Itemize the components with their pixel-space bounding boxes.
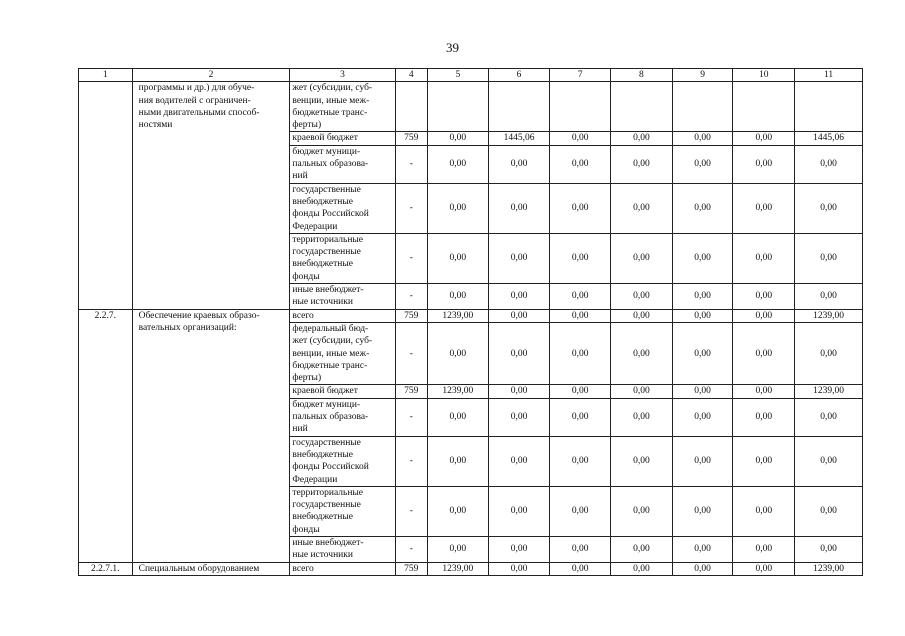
amount-cell: 0,00 — [488, 436, 550, 486]
amount-cell: 0,00 — [795, 322, 863, 384]
amount-cell: 0,00 — [550, 309, 611, 322]
column-number: 2 — [132, 69, 290, 82]
amount-cell: 1239,00 — [795, 309, 863, 322]
amount-cell: 0,00 — [733, 562, 795, 575]
cell-line: вательных организаций: — [138, 322, 237, 333]
cell-line: внебюджетные — [292, 512, 353, 523]
cell-line: фонды — [292, 524, 320, 535]
cell-line: венции, иные меж- — [292, 348, 370, 359]
funding-source — [290, 132, 395, 145]
amount-cell: 1239,00 — [795, 562, 863, 575]
amount-cell: 0,00 — [733, 322, 795, 384]
column-number: 1 — [79, 69, 133, 82]
amount-cell: 0,00 — [733, 385, 795, 398]
amount-cell — [488, 82, 550, 132]
funding-source — [290, 183, 395, 233]
amount-cell: 0,00 — [611, 562, 673, 575]
funding-source — [290, 82, 395, 132]
kbk-code: 759 — [395, 309, 427, 322]
amount-cell: 0,00 — [427, 322, 488, 384]
funding-source — [290, 233, 395, 283]
kbk-code — [395, 82, 427, 132]
column-number: 7 — [550, 69, 611, 82]
amount-cell: 0,00 — [427, 145, 488, 183]
amount-cell: 0,00 — [795, 233, 863, 283]
amount-cell: 0,00 — [611, 536, 673, 562]
amount-cell: 0,00 — [795, 145, 863, 183]
amount-cell — [550, 82, 611, 132]
column-number: 8 — [611, 69, 673, 82]
amount-cell: 0,00 — [672, 398, 733, 436]
cell-line: ний — [292, 171, 308, 182]
amount-cell: 0,00 — [611, 132, 673, 145]
amount-cell: 0,00 — [550, 145, 611, 183]
cell-line: всего — [292, 563, 314, 574]
amount-cell: 0,00 — [550, 183, 611, 233]
kbk-code: 759 — [395, 132, 427, 145]
cell-line: территориальные — [292, 487, 364, 498]
item-code: 2.2.7.1. — [79, 562, 133, 575]
amount-cell: 0,00 — [672, 436, 733, 486]
amount-cell: 0,00 — [795, 284, 863, 310]
amount-cell: 0,00 — [672, 132, 733, 145]
amount-cell: 0,00 — [611, 309, 673, 322]
cell-line: ферты) — [292, 373, 322, 384]
funding-source — [290, 322, 395, 384]
kbk-code: - — [395, 398, 427, 436]
cell-line: ные источники — [292, 297, 353, 308]
column-number: 11 — [795, 69, 863, 82]
amount-cell: 0,00 — [733, 183, 795, 233]
amount-cell: 0,00 — [733, 233, 795, 283]
amount-cell: 0,00 — [611, 436, 673, 486]
cell-line: государственные — [292, 437, 361, 448]
cell-line: пальных образова- — [292, 159, 369, 170]
column-number: 5 — [427, 69, 488, 82]
kbk-code: 759 — [395, 562, 427, 575]
amount-cell: 0,00 — [488, 284, 550, 310]
amount-cell: 0,00 — [672, 183, 733, 233]
amount-cell: 0,00 — [611, 233, 673, 283]
kbk-code: - — [395, 183, 427, 233]
cell-line: Специальным оборудованием — [138, 563, 260, 574]
cell-line: фонды Российской — [292, 209, 369, 220]
amount-cell: 0,00 — [672, 145, 733, 183]
cell-line: программы и др.) для обуче- — [138, 83, 255, 94]
cell-line: Федерации — [292, 221, 338, 232]
amount-cell: 1445,06 — [795, 132, 863, 145]
kbk-code: - — [395, 322, 427, 384]
amount-cell: 0,00 — [611, 183, 673, 233]
cell-line: ний — [292, 424, 308, 435]
amount-cell: 0,00 — [672, 562, 733, 575]
budget-table — [78, 68, 863, 576]
amount-cell: 0,00 — [733, 309, 795, 322]
amount-cell: 0,00 — [611, 284, 673, 310]
amount-cell: 0,00 — [611, 486, 673, 536]
amount-cell: 0,00 — [672, 233, 733, 283]
amount-cell: 0,00 — [550, 385, 611, 398]
amount-cell: 0,00 — [488, 398, 550, 436]
amount-cell: 0,00 — [488, 536, 550, 562]
column-number: 10 — [733, 69, 795, 82]
amount-cell — [427, 82, 488, 132]
amount-cell: 0,00 — [733, 132, 795, 145]
amount-cell: 0,00 — [672, 536, 733, 562]
amount-cell: 0,00 — [550, 233, 611, 283]
cell-line: бюджетные транс- — [292, 107, 368, 118]
cell-line: федеральный бюд- — [292, 323, 369, 334]
cell-line: территориальные — [292, 234, 364, 245]
cell-line: краевой бюджет — [292, 386, 358, 397]
amount-cell: 0,00 — [795, 398, 863, 436]
page-number: 39 — [446, 40, 459, 55]
table-row — [79, 82, 863, 132]
amount-cell: 0,00 — [488, 322, 550, 384]
funding-source — [290, 436, 395, 486]
item-name — [132, 562, 290, 575]
amount-cell: 1239,00 — [427, 562, 488, 575]
amount-cell: 0,00 — [427, 486, 488, 536]
kbk-code: - — [395, 486, 427, 536]
amount-cell: 0,00 — [488, 233, 550, 283]
cell-line: ностями — [138, 120, 173, 131]
kbk-code: - — [395, 284, 427, 310]
amount-cell: 0,00 — [733, 145, 795, 183]
amount-cell: 0,00 — [733, 436, 795, 486]
table-row — [79, 562, 863, 575]
cell-line: бюджет муници- — [292, 146, 361, 157]
funding-source — [290, 284, 395, 310]
amount-cell: 0,00 — [488, 309, 550, 322]
cell-line: внебюджетные — [292, 196, 353, 207]
cell-line: жет (субсидии, суб- — [292, 83, 373, 94]
cell-line: ферты) — [292, 120, 322, 131]
amount-cell: 0,00 — [733, 284, 795, 310]
amount-cell — [611, 82, 673, 132]
amount-cell: 1239,00 — [427, 385, 488, 398]
amount-cell: 0,00 — [488, 183, 550, 233]
cell-line: государственные — [292, 184, 361, 195]
amount-cell: 0,00 — [611, 145, 673, 183]
cell-line: государственные — [292, 500, 361, 511]
amount-cell — [795, 82, 863, 132]
funding-source — [290, 385, 395, 398]
amount-cell: 0,00 — [427, 436, 488, 486]
column-number: 6 — [488, 69, 550, 82]
amount-cell: 0,00 — [733, 486, 795, 536]
item-code — [79, 82, 133, 309]
amount-cell: 0,00 — [427, 284, 488, 310]
amount-cell: 0,00 — [795, 183, 863, 233]
amount-cell: 0,00 — [795, 486, 863, 536]
amount-cell: 0,00 — [488, 385, 550, 398]
cell-line: внебюджетные — [292, 449, 353, 460]
cell-line: пальных образова- — [292, 412, 369, 423]
cell-line: Федерации — [292, 474, 338, 485]
amount-cell: 0,00 — [550, 132, 611, 145]
amount-cell: 0,00 — [427, 183, 488, 233]
amount-cell: 0,00 — [427, 536, 488, 562]
amount-cell: 0,00 — [427, 398, 488, 436]
amount-cell: 0,00 — [733, 398, 795, 436]
amount-cell: 0,00 — [488, 486, 550, 536]
cell-line: внебюджетные — [292, 259, 353, 270]
amount-cell: 1239,00 — [795, 385, 863, 398]
amount-cell: 0,00 — [550, 398, 611, 436]
kbk-code: - — [395, 145, 427, 183]
cell-line: ния водителей с ограничен- — [138, 95, 251, 106]
amount-cell: 0,00 — [550, 436, 611, 486]
funding-source — [290, 536, 395, 562]
kbk-code: 759 — [395, 385, 427, 398]
funding-source — [290, 562, 395, 575]
amount-cell: 0,00 — [550, 486, 611, 536]
amount-cell: 0,00 — [672, 486, 733, 536]
cell-line: иные внебюджет- — [292, 537, 364, 548]
funding-source — [290, 145, 395, 183]
amount-cell: 1445,06 — [488, 132, 550, 145]
amount-cell: 0,00 — [672, 284, 733, 310]
amount-cell: 0,00 — [611, 385, 673, 398]
header-row — [79, 69, 863, 82]
kbk-code: - — [395, 233, 427, 283]
item-name — [132, 309, 290, 562]
funding-source — [290, 309, 395, 322]
cell-line: фонды — [292, 271, 320, 282]
amount-cell: 0,00 — [550, 562, 611, 575]
cell-line: государственные — [292, 247, 361, 258]
amount-cell: 0,00 — [550, 536, 611, 562]
amount-cell: 0,00 — [672, 385, 733, 398]
amount-cell — [733, 82, 795, 132]
amount-cell: 0,00 — [611, 322, 673, 384]
column-number: 4 — [395, 69, 427, 82]
kbk-code: - — [395, 536, 427, 562]
cell-line: венции, иные меж- — [292, 95, 370, 106]
amount-cell: 0,00 — [672, 322, 733, 384]
amount-cell: 0,00 — [795, 536, 863, 562]
table-body — [79, 69, 863, 576]
amount-cell: 0,00 — [672, 309, 733, 322]
cell-line: жет (субсидии, суб- — [292, 336, 373, 347]
funding-source — [290, 486, 395, 536]
amount-cell: 0,00 — [733, 536, 795, 562]
cell-line: иные внебюджет- — [292, 285, 364, 296]
cell-line: Обеспечение краевых образо- — [138, 310, 260, 321]
funding-source — [290, 398, 395, 436]
column-number: 9 — [672, 69, 733, 82]
cell-line: краевой бюджет — [292, 133, 358, 144]
cell-line: фонды Российской — [292, 462, 369, 473]
cell-line: всего — [292, 310, 314, 321]
item-name — [132, 82, 290, 309]
amount-cell: 0,00 — [427, 132, 488, 145]
kbk-code: - — [395, 436, 427, 486]
cell-line: ные источники — [292, 550, 353, 561]
amount-cell: 0,00 — [611, 398, 673, 436]
amount-cell: 0,00 — [550, 284, 611, 310]
cell-line: бюджетные транс- — [292, 360, 368, 371]
column-number: 3 — [290, 69, 395, 82]
amount-cell: 0,00 — [427, 233, 488, 283]
cell-line: бюджет муници- — [292, 399, 361, 410]
amount-cell: 0,00 — [488, 145, 550, 183]
amount-cell — [672, 82, 733, 132]
cell-line: ными двигательными способ- — [138, 107, 260, 118]
amount-cell: 0,00 — [795, 436, 863, 486]
amount-cell: 1239,00 — [427, 309, 488, 322]
table-row — [79, 309, 863, 322]
amount-cell: 0,00 — [550, 322, 611, 384]
item-code: 2.2.7. — [79, 309, 133, 562]
amount-cell: 0,00 — [488, 562, 550, 575]
